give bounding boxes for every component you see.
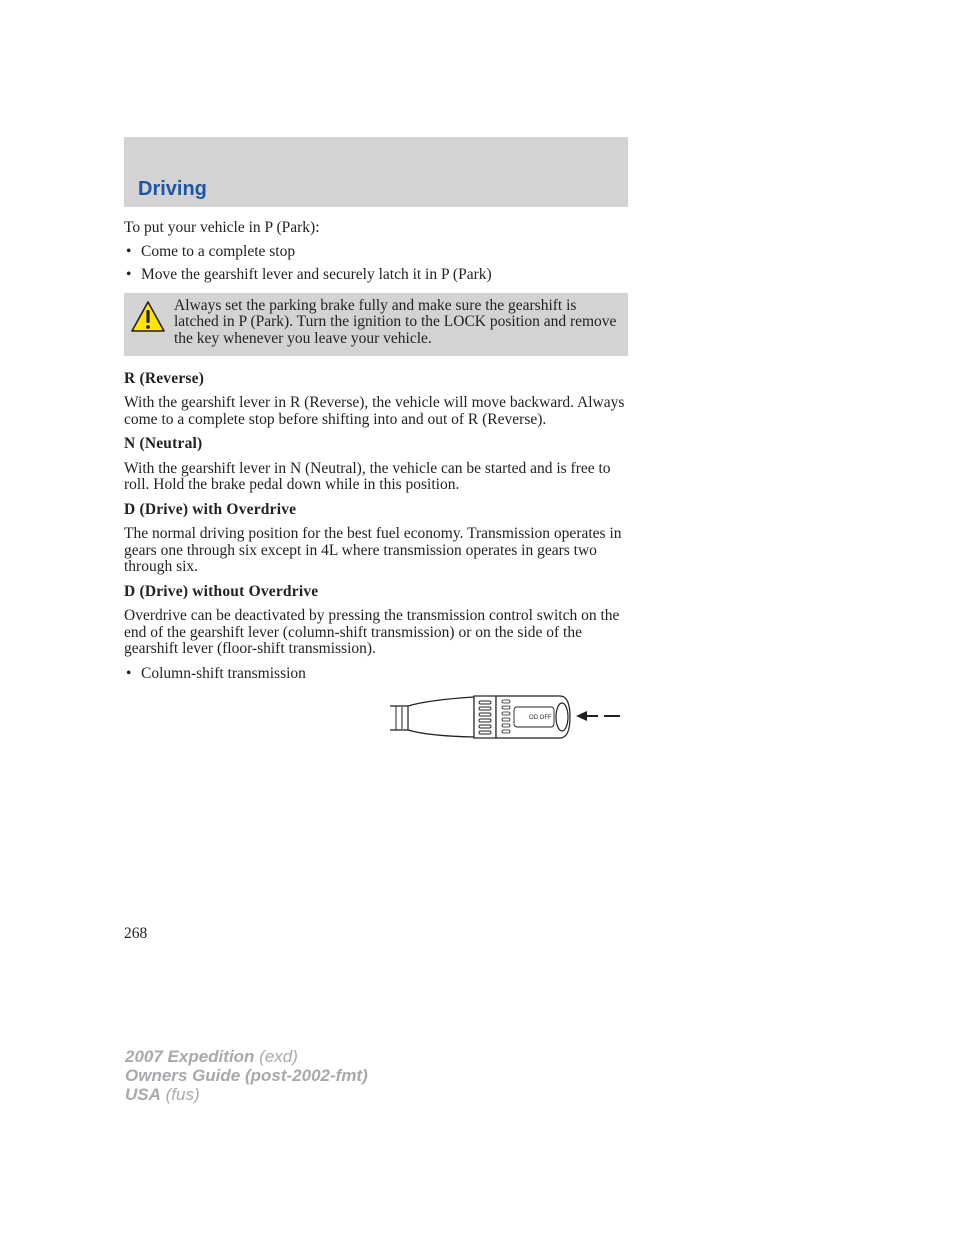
drive-overdrive-heading: D (Drive) with Overdrive: [124, 500, 297, 518]
bullet-text: Move the gearshift lever and securely latch it in P (Park): [141, 266, 492, 283]
reverse-heading: R (Reverse): [124, 369, 205, 387]
section-header-band: [124, 137, 628, 207]
warning-text: Always set the parking brake fully and make sure the gearshift is latched in P (Park). Turn the ignition to the LOCK position and remove the key whenever you leave your vehicle.: [174, 296, 617, 347]
intro-text: To put your vehicle in P (Park):: [124, 219, 320, 236]
list-item: [124, 244, 628, 261]
od-off-label: OD OFF: [529, 715, 552, 721]
drive-no-overdrive-heading: D (Drive) without Overdrive: [124, 582, 319, 600]
warning-box: [124, 293, 628, 356]
reverse-body: With the gearshift lever in R (Reverse), the vehicle will move backward. Always come to a complete stop before shifting into and out of R (Reverse).: [124, 394, 625, 428]
footer-line-1: 2007 Expedition (exd): [125, 1047, 298, 1066]
footer-line-2: Owners Guide (post-2002-fmt): [125, 1066, 368, 1085]
document-footer: [125, 1047, 368, 1104]
bullet-dot: •: [126, 242, 132, 260]
list-item: [124, 267, 628, 284]
bullet-dot: •: [126, 664, 132, 682]
bullet-text: Come to a complete stop: [141, 242, 296, 260]
park-bullet-list: [124, 244, 628, 284]
neutral-body: With the gearshift lever in N (Neutral), the vehicle can be started and is free to roll. Hold the brake pedal down while in this position.: [124, 459, 611, 493]
drive-overdrive-body: The normal driving position for the best fuel economy. Transmission operates in gears one through six except in 4L where transmission operates in gears two through six.: [124, 525, 622, 575]
page-number: 268: [124, 925, 148, 942]
section-title: Driving: [138, 178, 207, 200]
bullet-text: Column-shift transmission: [141, 664, 306, 682]
neutral-heading: N (Neutral): [124, 435, 203, 452]
main-content: [124, 220, 628, 682]
gearshift-lever-illustration: [388, 692, 624, 742]
drive-no-overdrive-body: Overdrive can be deactivated by pressing the transmission control switch on the end of the gearshift lever (column-shift transmission) or on the side of the gearshift lever (floor-shift transmission).: [124, 607, 620, 657]
list-item: [124, 666, 628, 683]
footer-line-3: USA (fus): [125, 1085, 200, 1104]
warning-triangle-icon: [130, 300, 166, 334]
bullet-dot: •: [126, 266, 132, 283]
